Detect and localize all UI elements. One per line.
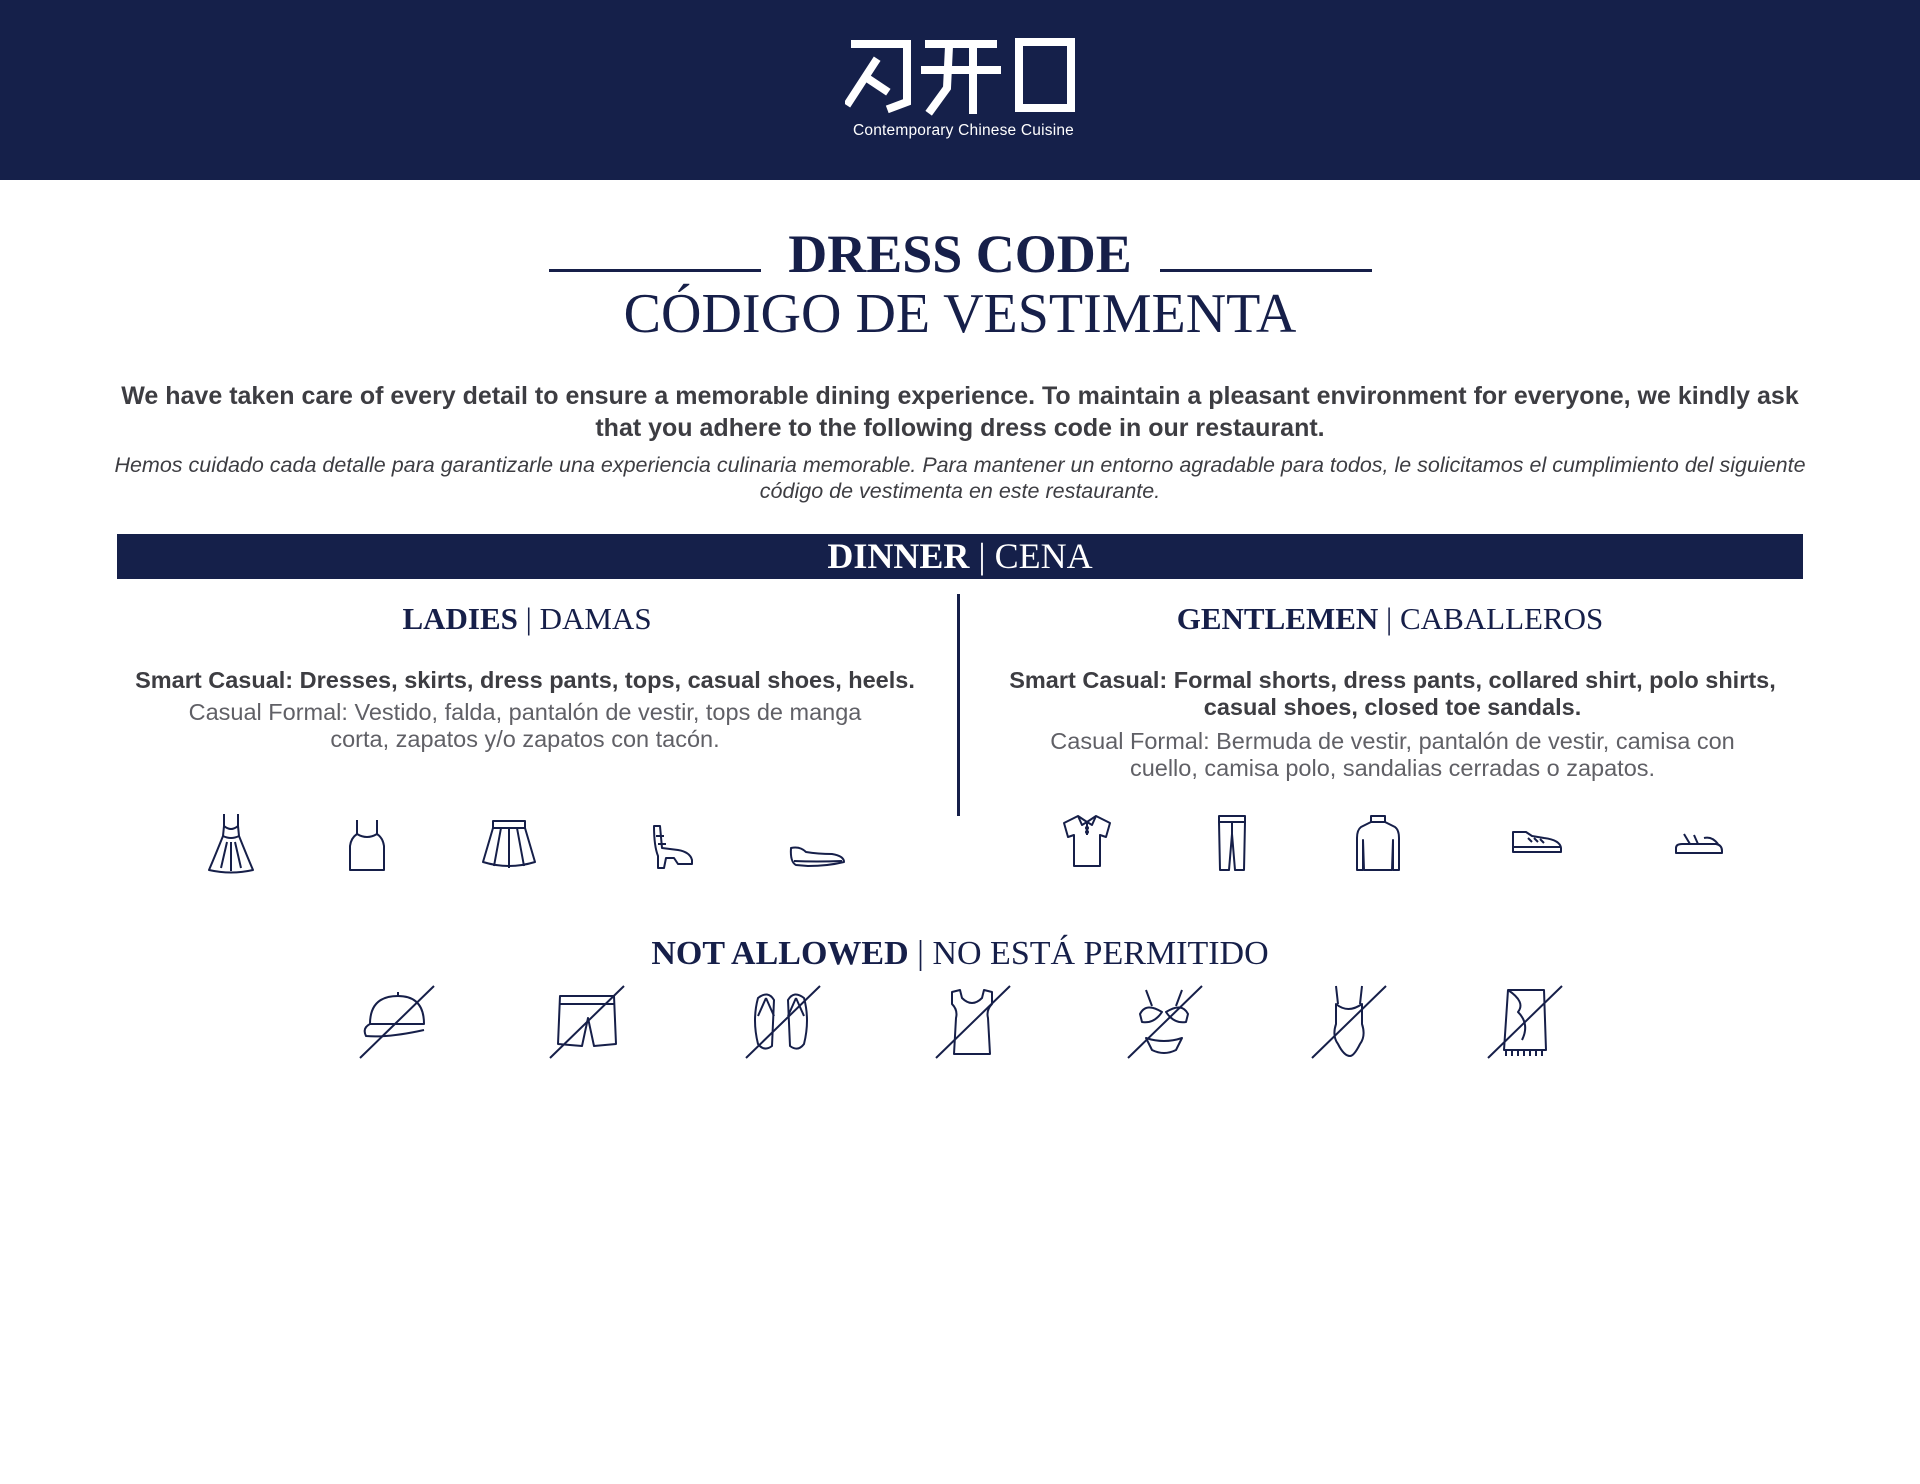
not-allowed-heading (0, 931, 1920, 977)
gentlemen-separator: | (1378, 601, 1400, 636)
title-row (0, 224, 1920, 284)
no-cap-icon (358, 984, 436, 1060)
no-bikini-icon (1126, 984, 1204, 1060)
heeled-sandal-icon (648, 822, 696, 870)
no-tank-top-icon (934, 984, 1012, 1060)
ladies-title-es: DAMAS (539, 601, 652, 636)
tank-top-icon (345, 818, 389, 872)
no-sarong-icon (1486, 984, 1564, 1060)
band-separator: | (969, 536, 995, 576)
logo (840, 36, 1080, 139)
ladies-heading (117, 598, 937, 640)
gentlemen-description-en: Smart Casual: Formal shorts, dress pants, collared shirt, polo shirts, casual shoes, closed toe sandals. (1009, 667, 1776, 720)
not-allowed-title-es: NO ESTÁ PERMITIDO (932, 935, 1269, 972)
sneaker-icon (1510, 826, 1564, 856)
trousers-icon (1217, 814, 1247, 872)
gentlemen-heading (980, 598, 1800, 640)
band-label-es: CENA (994, 536, 1093, 576)
dress-icon (205, 812, 257, 874)
gentlemen-title-en: GENTLEMEN (1176, 601, 1379, 636)
long-sleeve-shirt-icon (1353, 814, 1403, 874)
ladies-title-en: LADIES (402, 601, 518, 636)
skirt-icon (480, 818, 538, 870)
gentlemen-description-es: Casual Formal: Bermuda de vestir, pantalón de vestir, camisa con cuello, camisa polo, sandalias cerradas o zapatos. (1050, 728, 1735, 781)
intro-spanish: Hemos cuidado cada detalle para garantizarle una experiencia culinaria memorable. Para mantener un entorno agradable para todos, le solicitamos el cumplimiento del siguiente código de vestimenta en este restaurante. (114, 453, 1806, 503)
gentlemen-title-es: CABALLEROS (1400, 601, 1604, 636)
not-allowed-separator: | (908, 935, 933, 972)
not-allowed-title-en: NOT ALLOWED (651, 935, 909, 972)
ladies-separator: | (517, 601, 540, 636)
no-shorts-icon (548, 984, 626, 1060)
polo-shirt-icon (1060, 813, 1114, 869)
flat-shoe-icon (788, 840, 846, 868)
dinner-band (117, 534, 1803, 579)
closed-sandal-icon (1674, 830, 1724, 856)
column-divider (957, 594, 960, 816)
no-flip-flops-icon (744, 984, 822, 1060)
logo-mark-icon (845, 36, 1078, 116)
title-rule-right (1160, 269, 1372, 272)
ladies-description-en: Smart Casual: Dresses, skirts, dress pants, tops, casual shoes, heels. (135, 667, 915, 693)
ladies-description-es: Casual Formal: Vestido, falda, pantalón de vestir, tops de manga corta, zapatos y/o zapatos con tacón. (188, 699, 862, 752)
header-banner (0, 0, 1920, 180)
band-label-en: DINNER (827, 536, 970, 576)
logo-tagline: Contemporary Chinese Cuisine (853, 122, 1074, 139)
no-swimsuit-icon (1310, 984, 1388, 1060)
page-title: DRESS CODE (788, 224, 1132, 284)
intro-english: We have taken care of every detail to ensure a memorable dining experience. To maintain a pleasant environment for everyone, we kindly ask that you adhere to the following dress code in our restaurant. (121, 382, 1799, 442)
page-subtitle: CÓDIGO DE VESTIMENTA (623, 283, 1297, 345)
